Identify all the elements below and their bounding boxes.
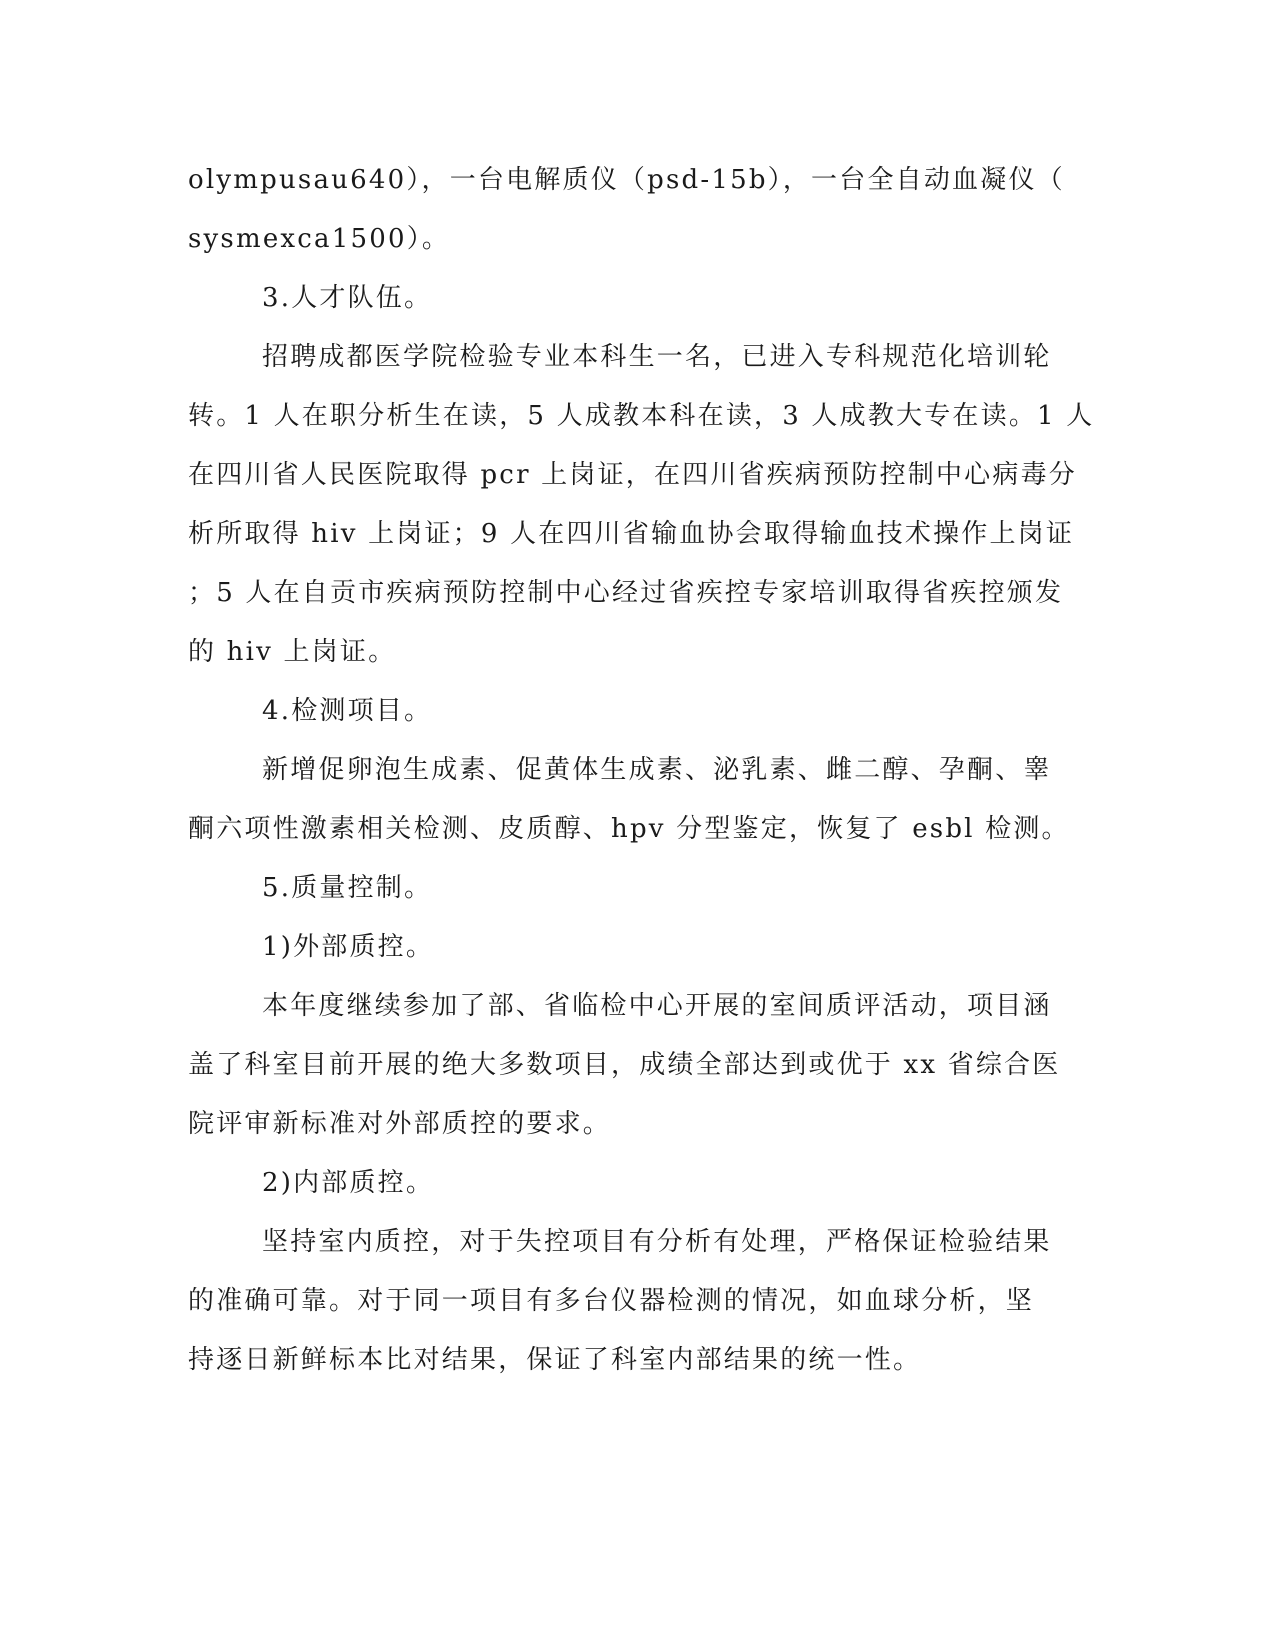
subsection-heading: 1)外部质控。 xyxy=(262,932,435,962)
text-line: 的准确可靠。对于同一项目有多台仪器检测的情况，如血球分析，坚 xyxy=(188,1286,1035,1316)
text-line: 的 hiv 上岗证。 xyxy=(188,637,397,667)
text-line: 新增促卵泡生成素、促黄体生成素、泌乳素、雌二醇、孕酮、睾 xyxy=(262,755,1052,785)
text-line: ；5 人在自贡市疾病预防控制中心经过省疾控专家培训取得省疾控颁发 xyxy=(188,578,1064,608)
text-line: sysmexca1500）。 xyxy=(188,224,451,254)
text-line: 析所取得 hiv 上岗证；9 人在四川省输血协会取得输血技术操作上岗证 xyxy=(188,519,1075,549)
text-line: 持逐日新鲜标本比对结果，保证了科室内部结果的统一性。 xyxy=(188,1345,922,1375)
text-line: 坚持室内质控，对于失控项目有分析有处理，严格保证检验结果 xyxy=(262,1227,1052,1257)
section-heading: 5.质量控制。 xyxy=(262,873,433,903)
text-line: olympusau640），一台电解质仪（psd-15b），一台全自动血凝仪（ xyxy=(188,165,1065,195)
text-line: 盖了科室目前开展的绝大多数项目，成绩全部达到或优于 xx 省综合医 xyxy=(188,1050,1061,1080)
text-line: 在四川省人民医院取得 pcr 上岗证，在四川省疾病预防控制中心病毒分 xyxy=(188,460,1077,490)
text-line: 本年度继续参加了部、省临检中心开展的室间质评活动，项目涵 xyxy=(262,991,1052,1021)
text-line: 酮六项性激素相关检测、皮质醇、hpv 分型鉴定，恢复了 esbl 检测。 xyxy=(188,814,1070,844)
text-line: 院评审新标准对外部质控的要求。 xyxy=(188,1109,612,1139)
subsection-heading: 2)内部质控。 xyxy=(262,1168,435,1198)
text-line: 转。1 人在职分析生在读，5 人成教本科在读，3 人成教大专在读。1 人 xyxy=(188,401,1095,431)
section-heading: 4.检测项目。 xyxy=(262,696,433,726)
text-line: 招聘成都医学院检验专业本科生一名，已进入专科规范化培训轮 xyxy=(262,342,1052,372)
section-heading: 3.人才队伍。 xyxy=(262,283,433,313)
